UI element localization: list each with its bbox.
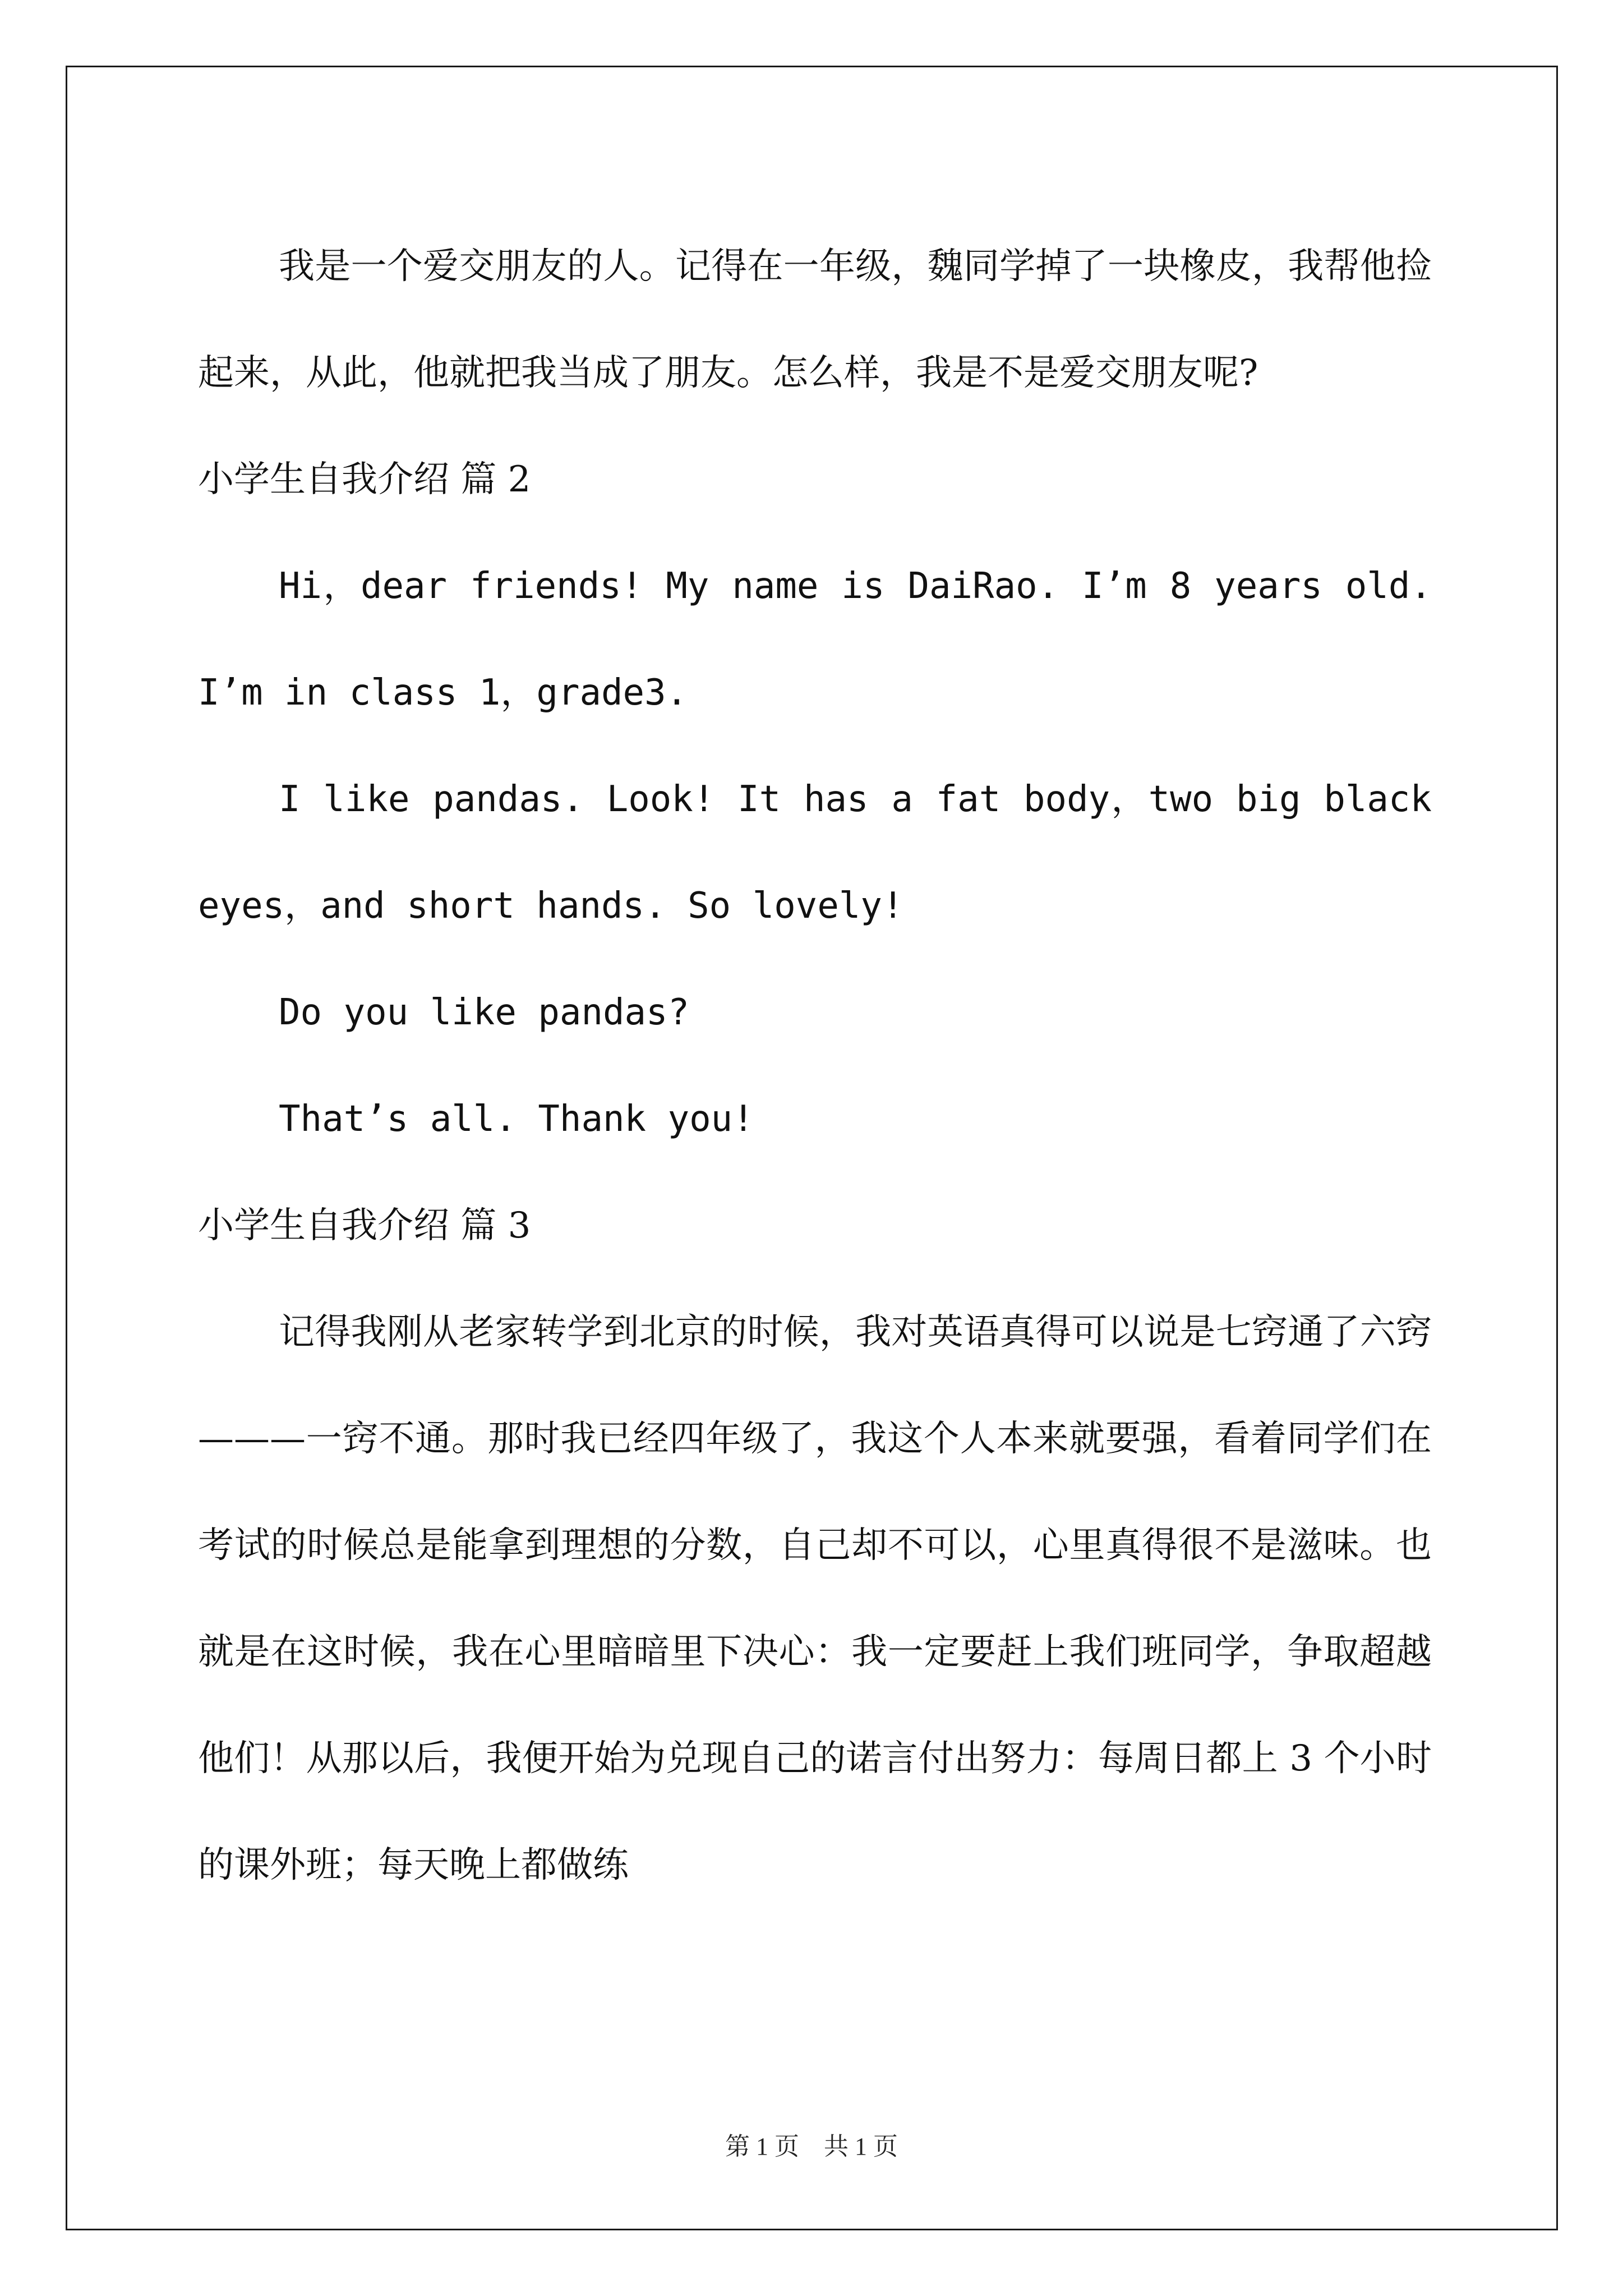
- paragraph-5: That’s all. Thank you!: [279, 1098, 754, 1140]
- section-heading-2: 小学生自我介绍 篇 2: [198, 459, 531, 500]
- section-heading-3: 小学生自我介绍 篇 3: [198, 1205, 531, 1246]
- paragraph-2: Hi，dear friends! My name is DaiRao. I’m 8 years old. I’m in class 1，grade3.: [198, 565, 1432, 714]
- page-footer: 第 1 页 共 1 页: [725, 2133, 898, 2160]
- document-body: [198, 213, 1432, 1918]
- paragraph-3: I like pandas. Look! It has a fat body，two big black eyes，and short hands. So lovely!: [198, 779, 1432, 927]
- paragraph-1: 我是一个爱交朋友的人。记得在一年级，魏同学掉了一块橡皮，我帮他捡起来，从此，他就把我当成了朋友。怎么样，我是不是爱交朋友呢?: [198, 246, 1432, 394]
- paragraph-4: Do you like pandas?: [279, 992, 690, 1033]
- paragraph-6: 记得我刚从老家转学到北京的时候，我对英语真得可以说是七窍通了六窍———一窍不通。那时我已经四年级了，我这个人本来就要强，看着同学们在考试的时候总是能拿到理想的分数，自己却不可以，心里真得很不是滋味。也就是在这时候，我在心里暗暗里下决心：我一定要赶上我们班同学，争取超越他们！从那以后，我便开始为兑现自己的诺言付出努力：每周日都上 3 个小时的课外班；每天晚上都做练: [198, 1312, 1432, 1886]
